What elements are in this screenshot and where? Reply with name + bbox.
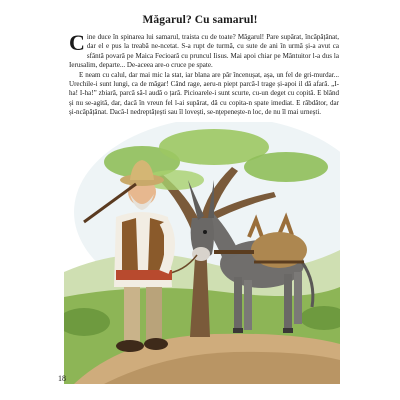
body-text — [69, 30, 339, 118]
donkey-leg-back-1 — [284, 274, 292, 329]
illustration — [64, 122, 340, 384]
donkey-hoof-1 — [233, 328, 243, 333]
donkey-eye — [203, 230, 207, 234]
donkey-leg-front-2 — [244, 280, 252, 330]
farmer-boot-right — [144, 338, 168, 350]
farmer-leg-left — [124, 284, 140, 344]
harness — [214, 250, 254, 254]
paragraph-1 — [69, 30, 339, 71]
farmer-boot-left — [116, 340, 144, 352]
donkey-leg-front-1 — [234, 277, 242, 329]
farmer-leg-right — [146, 284, 162, 342]
page-title: Măgarul? Cu samarul! — [142, 14, 258, 26]
donkey-leg-back-2 — [294, 272, 302, 324]
leaves-3 — [244, 152, 328, 182]
drop-cap: C — [69, 30, 85, 55]
paragraph-1-text: ine duce în spinarea lui samarul, traista cu de toate? Măgarul! Pare supărat, încăpățânat, dar el e pus la treabă ne-ncetat. S-a rupt de turmă, cu sute de ani în urmă și-a avut ca sfântă povară pe Maica Fecioară cu pruncul Iisus. Mai apoi chiar pe Mântuitor l-a dus la Ierusalim, departe... De-aceea are-o cruce pe spate. — [69, 33, 339, 70]
donkey-hoof-2 — [283, 328, 293, 333]
page-number: 18 — [58, 374, 66, 383]
paragraph-2: E neam cu calul, dar mai mic la stat, iar blana are păr încenușat, așa, un fel de gri-murdar... Urechile-i sunt lungi, ca de măgar! Când rage, aeru-n piept parcă-l trage și-apoi il dă afară. „I-ha! I-ha!” zbiară, parcă să-l audă o țară. Picioarele-i sunt scurte, cu-un deget cu copită. E blând și nu se-agită, dar, dacă în vreun fel l-ai supărat, dă cu copita-n spate imediat. E răbdător, dar și-ncăpățânat. Dacă-l nedreptățești sau îl lovești, se-nțepenește-n loc, de nu îl mai urnești. — [69, 70, 339, 117]
